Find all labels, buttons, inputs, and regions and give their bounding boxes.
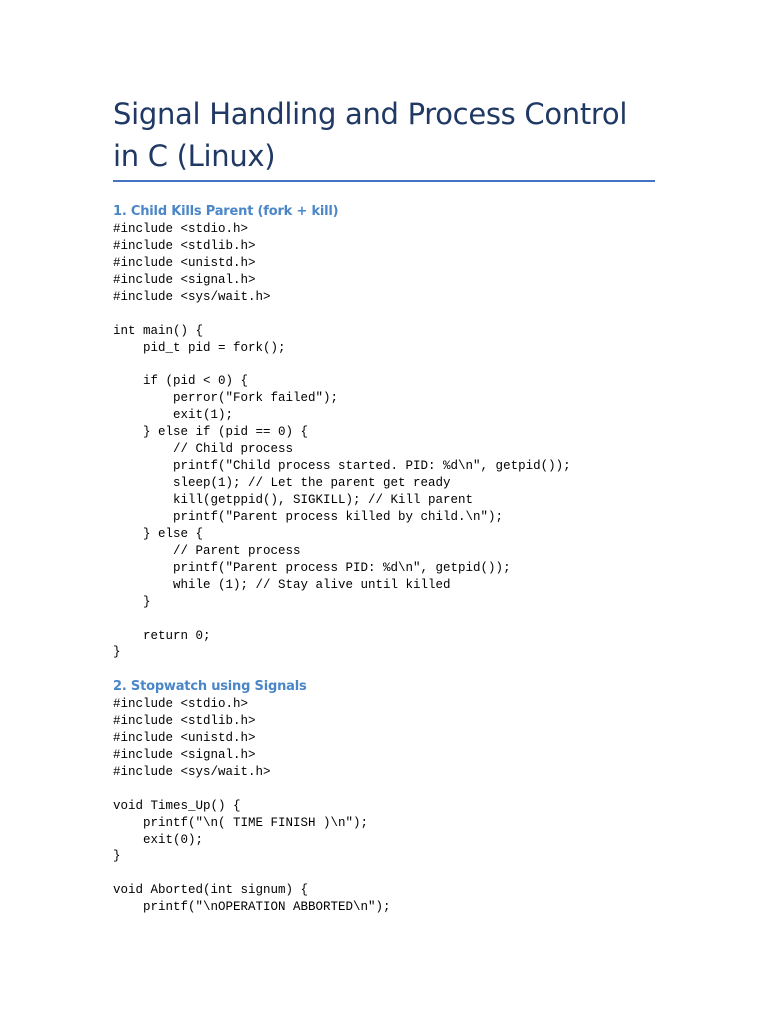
code-line: while (1); // Stay alive until killed: [113, 577, 451, 592]
code-line: }: [113, 849, 121, 864]
code-line: printf("Child process started. PID: %d\n", getpid());: [113, 459, 571, 474]
code-line: #include <signal.h>: [113, 747, 256, 762]
code-block-stopwatch: [113, 696, 673, 916]
code-line: #include <sys/wait.h>: [113, 764, 271, 779]
code-line: #include <unistd.h>: [113, 255, 256, 270]
code-line: printf("Parent process PID: %d\n", getpid());: [113, 560, 511, 575]
code-line: printf("\nOPERATION ABBORTED\n");: [113, 900, 391, 915]
code-line: } else {: [113, 526, 204, 541]
code-line: } else if (pid == 0) {: [113, 425, 309, 440]
code-line: return 0;: [113, 628, 211, 643]
code-line: [113, 306, 673, 323]
section-heading-stopwatch: 2. Stopwatch using Signals: [113, 679, 307, 694]
code-line: printf("Parent process killed by child.\n");: [113, 509, 504, 524]
code-line: [113, 865, 673, 882]
code-line: // Child process: [113, 442, 294, 457]
code-line: sleep(1); // Let the parent get ready: [113, 476, 451, 491]
code-block-child-kills-parent: [113, 221, 673, 661]
code-line: int main() {: [113, 323, 204, 338]
code-line: #include <stdio.h>: [113, 697, 249, 711]
code-line: void Times_Up() {: [113, 798, 241, 813]
code-line: #include <signal.h>: [113, 272, 256, 287]
code-line: if (pid < 0) {: [113, 374, 249, 389]
code-line: kill(getppid(), SIGKILL); // Kill parent: [113, 493, 474, 507]
code-line: perror("Fork failed");: [113, 391, 339, 406]
section-heading-child-kills-parent: 1. Child Kills Parent (fork + kill): [113, 204, 339, 219]
code-line: [113, 611, 673, 628]
code-line: void Aborted(int signum) {: [113, 883, 309, 898]
code-line: #include <stdlib.h>: [113, 713, 256, 728]
code-line: [113, 781, 673, 798]
code-line: exit(1);: [113, 408, 234, 423]
code-line: [113, 357, 673, 374]
code-line: #include <stdlib.h>: [113, 238, 256, 253]
code-line: printf("\n( TIME FINISH )\n");: [113, 815, 369, 830]
code-line: pid_t pid = fork();: [113, 340, 286, 355]
code-line: #include <stdio.h>: [113, 222, 249, 236]
code-line: exit(0);: [113, 832, 204, 847]
code-line: // Parent process: [113, 543, 301, 558]
code-line: }: [113, 594, 151, 609]
title-underline: [113, 180, 655, 182]
document-title: Signal Handling and Process Control in C (Linux): [113, 97, 628, 173]
code-line: #include <sys/wait.h>: [113, 289, 271, 304]
code-line: #include <unistd.h>: [113, 730, 256, 745]
code-line: }: [113, 645, 121, 660]
